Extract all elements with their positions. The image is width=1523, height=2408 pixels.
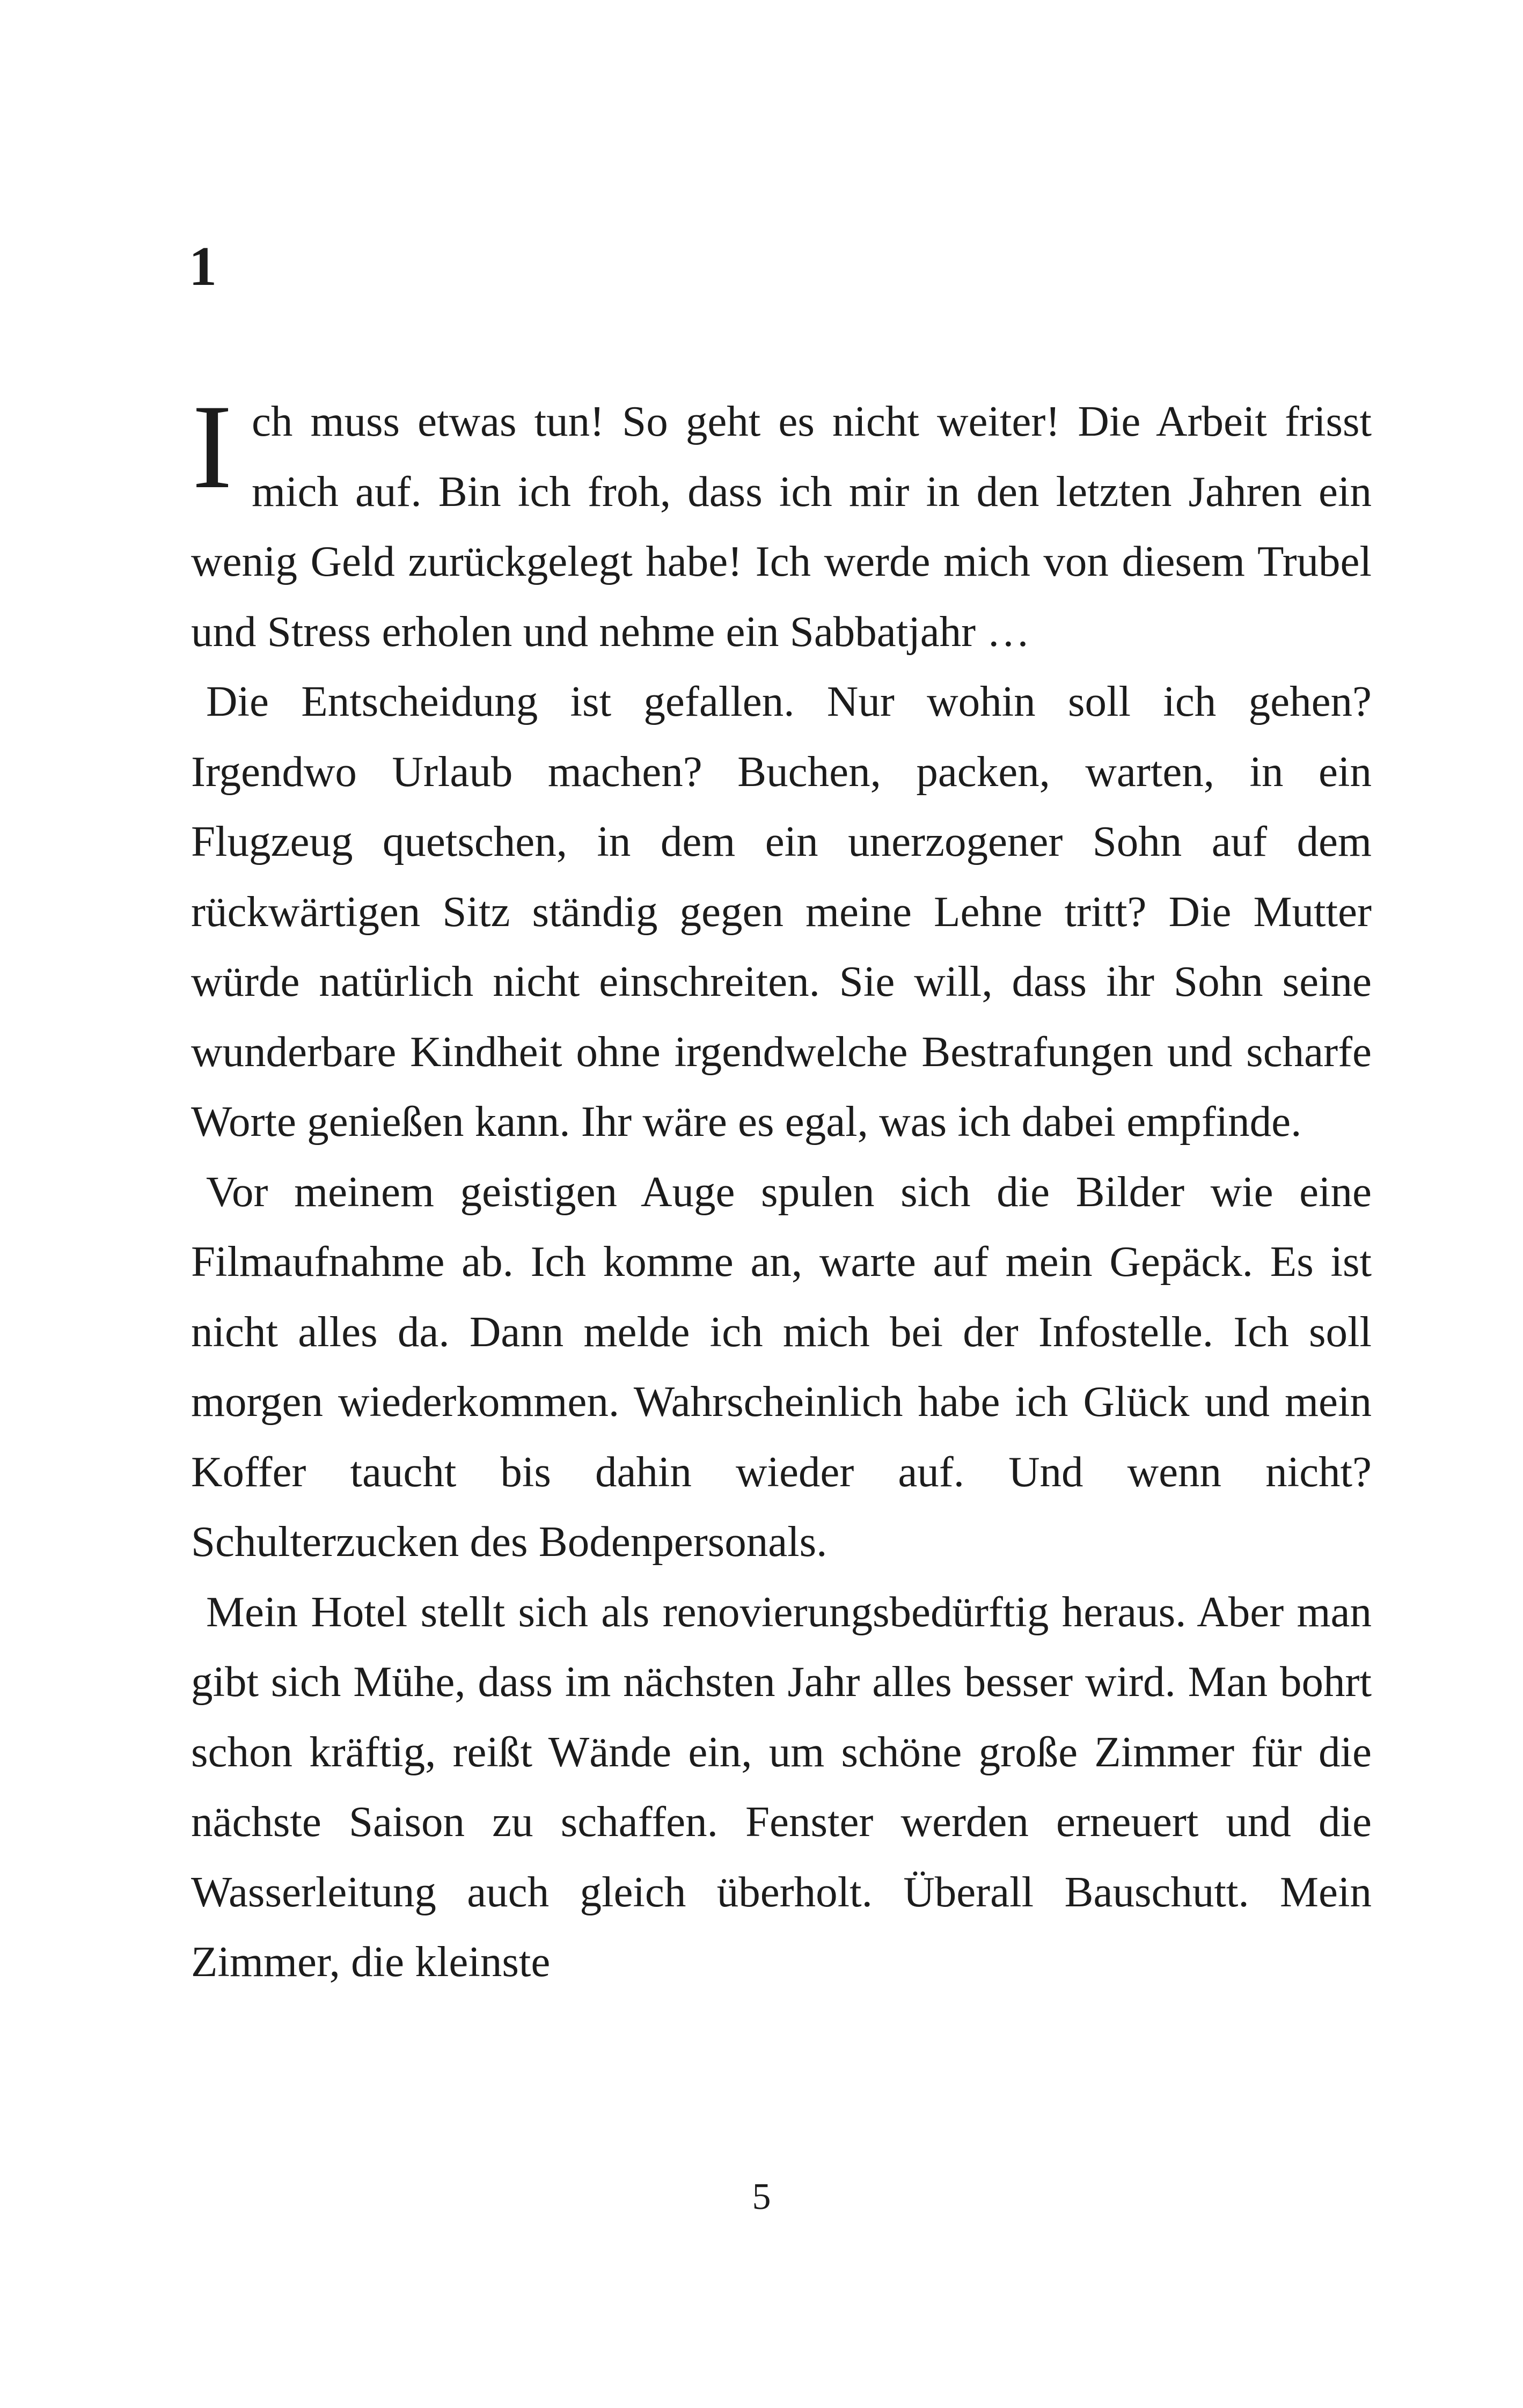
chapter-number: 1 xyxy=(189,236,217,297)
paragraph-2: Die Entscheidung ist gefallen. Nur wohin soll ich gehen? Irgendwo Urlaub machen? Buchen, packen, warten, in ein Flugzeug quetschen, in dem ein unerzogener Sohn auf dem rückwärtigen Sitz ständig gegen meine Lehne tritt? Die Mutter würde natürlich nicht einschreiten. Sie will, dass ihr Sohn seine wunderbare Kindheit ohne irgendwelche Bestrafungen und scharfe Worte genießen kann. Ihr wäre es egal, was ich dabei empfinde. xyxy=(191,677,1372,1146)
drop-cap: I xyxy=(192,379,232,513)
chapter-body xyxy=(191,379,1372,1997)
paragraph-3: Vor meinem geistigen Auge spulen sich die Bilder wie eine Filmaufnahme ab. Ich komme an, warte auf mein Gepäck. Es ist nicht alles da. Dann melde ich mich bei der Infostelle. Ich soll morgen wiederkommen. Wahrscheinlich habe ich Glück und mein Koffer taucht bis dahin wieder auf. Und wenn nicht? Schulterzucken des Bodenpersonals. xyxy=(191,1167,1372,1566)
paragraph-1-text: ch muss etwas tun! So geht es nicht weiter! Die Arbeit frisst mich auf. Bin ich froh, dass ich mir in den letzten Jahren ein wenig Geld zurückgelegt habe! Ich werde mich von diesem Trubel und Stress erholen und nehme ein Sabbatjahr … xyxy=(191,397,1372,656)
paragraph-1 xyxy=(191,379,1372,666)
page-number: 5 xyxy=(752,2176,771,2218)
paragraph-4: Mein Hotel stellt sich als renovierungsbedürftig heraus. Aber man gibt sich Mühe, dass im nächsten Jahr alles besser wird. Man bohrt schon kräftig, reißt Wände ein, um schöne große Zimmer für die nächste Saison zu schaffen. Fenster werden erneuert und die Wasserleitung auch gleich überholt. Überall Bauschutt. Mein Zimmer, die kleinste xyxy=(191,1587,1372,1986)
